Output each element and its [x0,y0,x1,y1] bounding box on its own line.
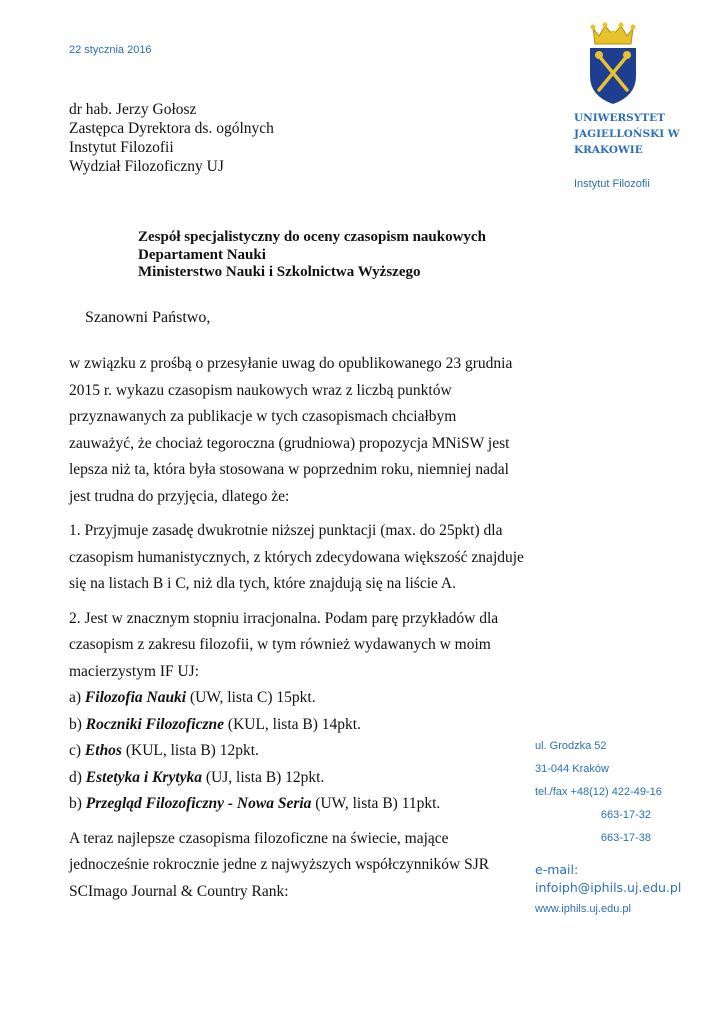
body-paragraph: 1. Przyjmuje zasadę dwukrotnie niższej punktacji (max. do 25pkt) dla czasopism humanistycznych, z których zdecydowana większość znajduje się na listach B i C, niż dla tych, które znajdują się na liście A. [69,522,524,592]
contact-street: ul. Grodzka 52 [535,740,607,752]
journal-title: Ethos [84,742,122,759]
addressee-line: Departament Nauki [138,246,266,263]
addressee-block [138,229,486,282]
university-name-line: JAGIELLOŃSKI W [574,128,680,140]
journal-title: Roczniki Filozoficzne [85,715,225,733]
addressee-line: Zespół specjalistyczny do oceny czasopism naukowych [138,229,486,245]
contact-email-link[interactable]: infoiph@iphils.uj.edu.pl [535,880,682,895]
contact-block [535,740,682,915]
contact-telfax: tel./fax +48(12) 422-49-16 [535,786,662,798]
journal-item: a) Filozofia Nauki (UW, lista C) 15pkt. [69,689,316,706]
sender-block [69,100,274,176]
contact-phone: 663-17-32 [600,809,651,821]
contact-website-link[interactable]: www.iphils.uj.edu.pl [535,903,631,915]
journal-item: b) Przegląd Filozoficzny - Nowa Seria (UW, lista B) 11pkt. [69,795,441,812]
body-paragraph: A teraz najlepsze czasopisma filozoficzne na świecie, mające jednocześnie rokrocznie jedne z najwyższych współczynników SJR SCImago Journal & Country Rank: [69,829,490,900]
letter-date: 22 stycznia 2016 [69,44,152,56]
contact-city: 31-044 Kraków [535,763,609,775]
university-name-line: UNIWERSYTET [574,112,665,124]
journal-item: d) Estetyka i Krytyka (UJ, lista B) 12pkt. [69,768,325,786]
journal-item: b) Roczniki Filozoficzne (KUL, lista B) 14pkt. [69,715,361,733]
contact-phone: 663-17-38 [600,832,651,844]
contact-email-label: e-mail: [535,862,579,877]
sender-line: Zastępca Dyrektora ds. ogólnych [69,120,274,137]
institute-label: Instytut Filozofii [574,178,650,190]
journal-title: Filozofia Nauki [84,689,187,706]
letter-body [69,351,524,913]
addressee-line: Ministerstwo Nauki i Szkolnictwa Wyższego [138,264,421,280]
university-name-line: KRAKOWIE [574,144,643,156]
university-crest-icon [587,22,639,106]
journal-item: c) Ethos (KUL, lista B) 12pkt. [69,742,259,759]
sender-line: dr hab. Jerzy Gołosz [69,101,197,118]
body-paragraph: w związku z prośbą o przesyłanie uwag do opublikowanego 23 grudnia 2015 r. wykazu czasopism naukowych wraz z liczbą punktów przyznawanych za publikacje w tych czasopismach chciałbym zauważyć, że chociaż tegoroczna (grudniowa) propozycja MNiSW jest lepsza niż ta, która była stosowana w poprzednim roku, niemniej nadal jest trudna do przyjęcia, dlatego że: [69,355,513,505]
body-paragraph: 2. Jest w znacznym stopniu irracjonalna. Podam parę przykładów dla czasopism z zakresu filozofii, w tym również wydawanych w moim macierzystym IF UJ: [69,609,499,680]
salutation: Szanowni Państwo, [85,309,211,326]
university-name [574,110,694,158]
journal-title: Estetyka i Krytyka [85,768,203,786]
sender-line: Wydział Filozoficzny UJ [69,158,224,175]
journal-title: Przegląd Filozoficzny - Nowa Seria [85,795,312,812]
sender-line: Instytut Filozofii [69,139,174,156]
